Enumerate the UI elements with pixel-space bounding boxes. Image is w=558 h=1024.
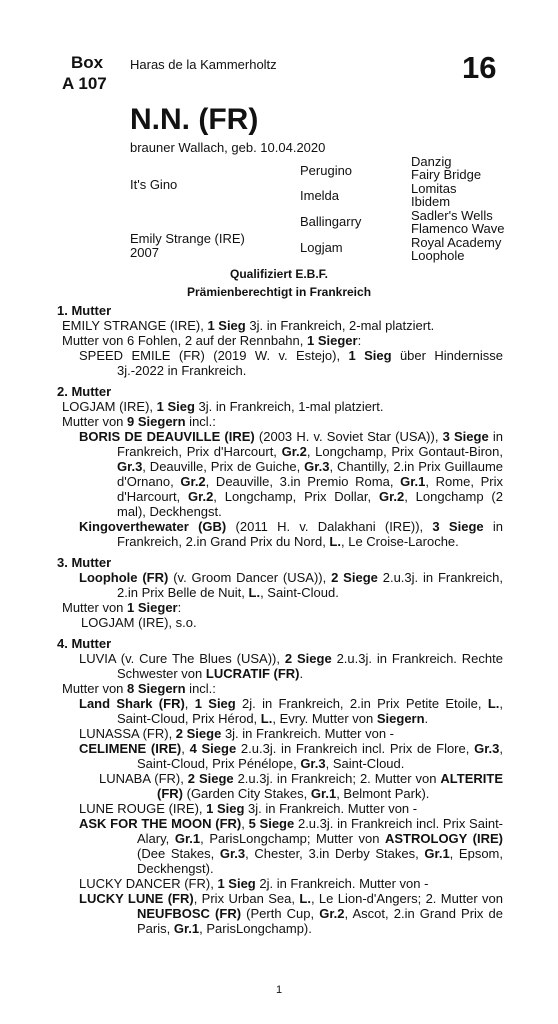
text-run: , Saint-Cloud. bbox=[260, 585, 339, 600]
bold-text: Gr.2 bbox=[319, 906, 345, 921]
bold-text: 1 Sieg bbox=[348, 348, 392, 363]
bold-text: L. bbox=[248, 585, 261, 600]
section-heading: 3. Mutter bbox=[57, 555, 112, 570]
bold-text: 1 Sieg bbox=[207, 318, 246, 333]
bold-text: 1 Sieg bbox=[217, 876, 256, 891]
family-entry bbox=[57, 615, 503, 630]
pedigree-gen3-8: Loophole bbox=[411, 248, 465, 263]
text-run: 2.u.3j. in Frankreich, 2.in Prix Belle de Nuit, bbox=[117, 570, 504, 600]
bold-text: NEUFBOSC (FR) bbox=[137, 906, 242, 921]
bold-text: Gr.1 bbox=[174, 831, 201, 846]
text-run: , Saint-Cloud, Prix Hérod, bbox=[117, 696, 503, 726]
qualification-line-2: Prämienberechtigt in Frankreich bbox=[186, 285, 372, 299]
text-run: Mutter von bbox=[62, 681, 128, 696]
family-entry bbox=[57, 771, 503, 801]
bold-text: 8 Siegern bbox=[127, 681, 186, 696]
box-label: Box bbox=[71, 53, 104, 72]
family-entry bbox=[57, 318, 503, 333]
pedigree-gen3-5: Sadler's Wells bbox=[411, 208, 493, 223]
pedigree-gen3-1: Danzig bbox=[411, 154, 452, 169]
family-entry bbox=[57, 876, 503, 891]
text-run: 2.u.3j. in Frankreich incl. Prix Saint-Alary, bbox=[137, 816, 504, 846]
text-run: LOGJAM (IRE), bbox=[62, 399, 157, 414]
text-run: : bbox=[357, 333, 362, 348]
family-entry bbox=[57, 399, 503, 414]
lot-number: 16 bbox=[462, 50, 497, 85]
text-run: , bbox=[184, 696, 195, 711]
bold-text: 3 Siege bbox=[432, 519, 484, 534]
section-heading: 1. Mutter bbox=[57, 303, 112, 318]
bold-text: 1 Sieg bbox=[206, 801, 245, 816]
text-run: 2.u.3j. in Frankreich incl. Prix de Flore, bbox=[236, 741, 475, 756]
pedigree-gen3-6: Flamenco Wave bbox=[411, 221, 505, 236]
horse-name: N.N. (FR) bbox=[130, 103, 259, 136]
family-entry bbox=[57, 801, 503, 816]
text-run: 2.u.3j. in Frankreich; 2. Mutter von bbox=[233, 771, 441, 786]
bold-text: 1 Sieger bbox=[127, 600, 178, 615]
text-run: , Evry. Mutter von bbox=[272, 711, 377, 726]
text-run: , ParisLongchamp; Mutter von bbox=[200, 831, 385, 846]
pedigree-gen2-3: Ballingarry bbox=[300, 214, 362, 229]
text-run: , Longchamp, Prix Gontaut-Biron, bbox=[306, 444, 503, 459]
page-number: 1 bbox=[275, 984, 283, 996]
pedigree-gen2-1: Perugino bbox=[300, 163, 353, 178]
family-entry bbox=[57, 348, 503, 378]
pedigree-gen3-3: Lomitas bbox=[411, 181, 457, 196]
family-entry bbox=[57, 741, 503, 771]
family-entry bbox=[57, 519, 503, 549]
text-run: 3j. in Frankreich. Mutter von - bbox=[244, 801, 418, 816]
bold-text: Gr.2 bbox=[188, 489, 214, 504]
text-run: EMILY STRANGE (IRE), bbox=[62, 318, 208, 333]
text-run: , Ascot, 2.in Grand Prix de Paris, bbox=[137, 906, 503, 936]
family-entry bbox=[57, 429, 503, 519]
family-entry bbox=[57, 891, 503, 936]
text-run: in Frankreich, Prix d'Harcourt, bbox=[117, 429, 503, 459]
text-run: , Longchamp (2 mal), Deckhengst. bbox=[117, 489, 503, 519]
bold-text: 5 Siege bbox=[248, 816, 295, 831]
bold-text: Gr.2 bbox=[378, 489, 405, 504]
text-run: , Prix Urban Sea, bbox=[193, 891, 300, 906]
pedigree-gen2-2: Imelda bbox=[300, 188, 340, 203]
bold-text: Land Shark (FR) bbox=[79, 696, 185, 711]
pedigree-sire: It's Gino bbox=[130, 177, 178, 192]
bold-text: 2 Siege bbox=[331, 570, 378, 585]
family-entry bbox=[57, 600, 503, 615]
bold-text: Gr.1 bbox=[173, 921, 200, 936]
text-run: über Hindernisse 3j.-2022 in Frankreich. bbox=[117, 348, 503, 378]
bold-text: 4 Siege bbox=[189, 741, 237, 756]
bold-text: 1 Sieger bbox=[307, 333, 358, 348]
bold-text: ASK FOR THE MOON (FR) bbox=[79, 816, 242, 831]
text-run: LUVIA (v. Cure The Blues (USA)), bbox=[79, 651, 285, 666]
breeder-name: Haras de la Kammerholtz bbox=[130, 57, 277, 72]
text-run: LUNE ROUGE (IRE), bbox=[79, 801, 207, 816]
bold-text: Gr.1 bbox=[400, 474, 426, 489]
text-run: (2003 H. v. Soviet Star (USA)), bbox=[254, 429, 443, 444]
text-run: , Le Croise-Laroche. bbox=[340, 534, 459, 549]
text-run: : bbox=[177, 600, 182, 615]
text-run: LOGJAM (IRE), s.o. bbox=[81, 615, 197, 630]
bold-text: Loophole (FR) bbox=[79, 570, 169, 585]
bold-text: Gr.3 bbox=[219, 846, 246, 861]
text-run: LUCKY DANCER (FR), bbox=[79, 876, 218, 891]
text-run: 3j. in Frankreich, 2-mal platziert. bbox=[245, 318, 435, 333]
bold-text: LUCRATIF (FR) bbox=[205, 666, 300, 681]
text-run: 3j. in Frankreich, 1-mal platziert. bbox=[194, 399, 384, 414]
bold-text: Gr.3 bbox=[117, 459, 143, 474]
text-run: , Belmont Park). bbox=[336, 786, 430, 801]
bold-text: Siegern bbox=[376, 711, 425, 726]
text-run: LUNASSA (FR), bbox=[79, 726, 176, 741]
text-run: Mutter von bbox=[62, 600, 128, 615]
section-heading: 4. Mutter bbox=[57, 636, 112, 651]
bold-text: Gr.2 bbox=[281, 444, 307, 459]
family-entry bbox=[57, 570, 503, 600]
bold-text: L. bbox=[260, 711, 273, 726]
bold-text: 9 Siegern bbox=[127, 414, 186, 429]
text-run: , Le Lion-d'Angers; 2. Mutter von bbox=[310, 891, 503, 906]
bold-text: ALTERITE (FR) bbox=[157, 771, 503, 801]
family-entry bbox=[57, 333, 503, 348]
text-run: , Rome, Prix d'Harcourt, bbox=[117, 474, 504, 504]
bold-text: LUCKY LUNE (FR) bbox=[79, 891, 194, 906]
text-run: 2j. in Frankreich. Mutter von - bbox=[255, 876, 429, 891]
text-run: 2.u.3j. in Frankreich. Rechte Schwester von bbox=[117, 651, 503, 681]
bold-text: Gr.1 bbox=[310, 786, 337, 801]
bold-text: ASTROLOGY (IRE) bbox=[385, 831, 503, 846]
family-entry bbox=[57, 681, 503, 696]
bold-text: 1 Sieg bbox=[156, 399, 195, 414]
bold-text: Gr.3 bbox=[474, 741, 500, 756]
pedigree-dam: Emily Strange (IRE) bbox=[130, 231, 245, 246]
bold-text: CELIMENE (IRE) bbox=[79, 741, 182, 756]
pedigree-gen3-4: Ibidem bbox=[411, 194, 451, 209]
bold-text: BORIS DE DEAUVILLE (IRE) bbox=[79, 429, 255, 444]
bold-text: L. bbox=[487, 696, 500, 711]
family-entry bbox=[57, 414, 503, 429]
horse-description: brauner Wallach, geb. 10.04.2020 bbox=[130, 140, 326, 155]
text-run: , Epsom, Deckhengst). bbox=[137, 846, 504, 876]
family-entry bbox=[57, 651, 503, 681]
bold-text: Gr.3 bbox=[300, 756, 326, 771]
text-run: , Deauville, 3.in Premio Roma, bbox=[205, 474, 401, 489]
text-run: (Perth Cup, bbox=[241, 906, 320, 921]
bold-text: 2 Siege bbox=[175, 726, 222, 741]
text-run: , Deauville, Prix de Guiche, bbox=[142, 459, 305, 474]
bold-text: 2 Siege bbox=[284, 651, 332, 666]
text-run: , Saint-Cloud. bbox=[325, 756, 405, 771]
family-entry bbox=[57, 816, 503, 876]
text-run: , bbox=[241, 816, 249, 831]
text-run: (2011 H. v. Dalakhani (IRE)), bbox=[226, 519, 433, 534]
box-label-group bbox=[62, 52, 107, 94]
bold-text: Gr.1 bbox=[424, 846, 450, 861]
text-run: in Frankreich, 2.in Grand Prix du Nord, bbox=[117, 519, 504, 549]
text-run: . bbox=[424, 711, 429, 726]
bold-text: Kingoverthewater (GB) bbox=[79, 519, 227, 534]
pedigree-gen2-4: Logjam bbox=[300, 240, 343, 255]
family-entry bbox=[57, 696, 503, 726]
bold-text: 1 Sieg bbox=[194, 696, 236, 711]
pedigree-gen3-2: Fairy Bridge bbox=[411, 167, 482, 182]
section-heading: 2. Mutter bbox=[57, 384, 112, 399]
qualification-line-1: Qualifiziert E.B.F. bbox=[229, 267, 328, 281]
text-run: 3j. in Frankreich. Mutter von - bbox=[221, 726, 394, 741]
bold-text: Gr.2 bbox=[180, 474, 206, 489]
family-section bbox=[57, 303, 503, 936]
bold-text: L. bbox=[299, 891, 311, 906]
text-run: , bbox=[181, 741, 190, 756]
text-run: SPEED EMILE (FR) (2019 W. v. Estejo), bbox=[79, 348, 349, 363]
text-run: incl.: bbox=[185, 681, 216, 696]
text-run: . bbox=[299, 666, 304, 681]
text-run: , Chantilly, 2.in Prix Guillaume d'Ornano, bbox=[117, 459, 504, 489]
text-run: , Saint-Cloud, Prix Pénélope, bbox=[137, 741, 503, 771]
text-run: Mutter von 6 Fohlen, 2 auf der Rennbahn, bbox=[62, 333, 307, 348]
pedigree-gen3-7: Royal Academy bbox=[411, 235, 502, 250]
text-run: 2j. in Frankreich, 2.in Prix Petite Etoile, bbox=[235, 696, 488, 711]
text-run: LUNABA (FR), bbox=[99, 771, 188, 786]
bold-text: 2 Siege bbox=[187, 771, 234, 786]
text-run: , Chester, 3.in Derby Stakes, bbox=[245, 846, 425, 861]
text-run: , Longchamp, Prix Dollar, bbox=[213, 489, 379, 504]
text-run: (v. Groom Dancer (USA)), bbox=[168, 570, 332, 585]
family-entry bbox=[57, 726, 503, 741]
bold-text: 3 Siege bbox=[442, 429, 489, 444]
bold-text: L. bbox=[329, 534, 341, 549]
bold-text: Gr.3 bbox=[304, 459, 330, 474]
text-run: (Dee Stakes, bbox=[137, 846, 220, 861]
pedigree-dam-year: 2007 bbox=[130, 245, 159, 260]
text-run: (Garden City Stakes, bbox=[183, 786, 311, 801]
box-number: A 107 bbox=[62, 74, 107, 93]
text-run: , ParisLongchamp). bbox=[199, 921, 312, 936]
text-run: Mutter von bbox=[62, 414, 128, 429]
text-run: incl.: bbox=[185, 414, 216, 429]
